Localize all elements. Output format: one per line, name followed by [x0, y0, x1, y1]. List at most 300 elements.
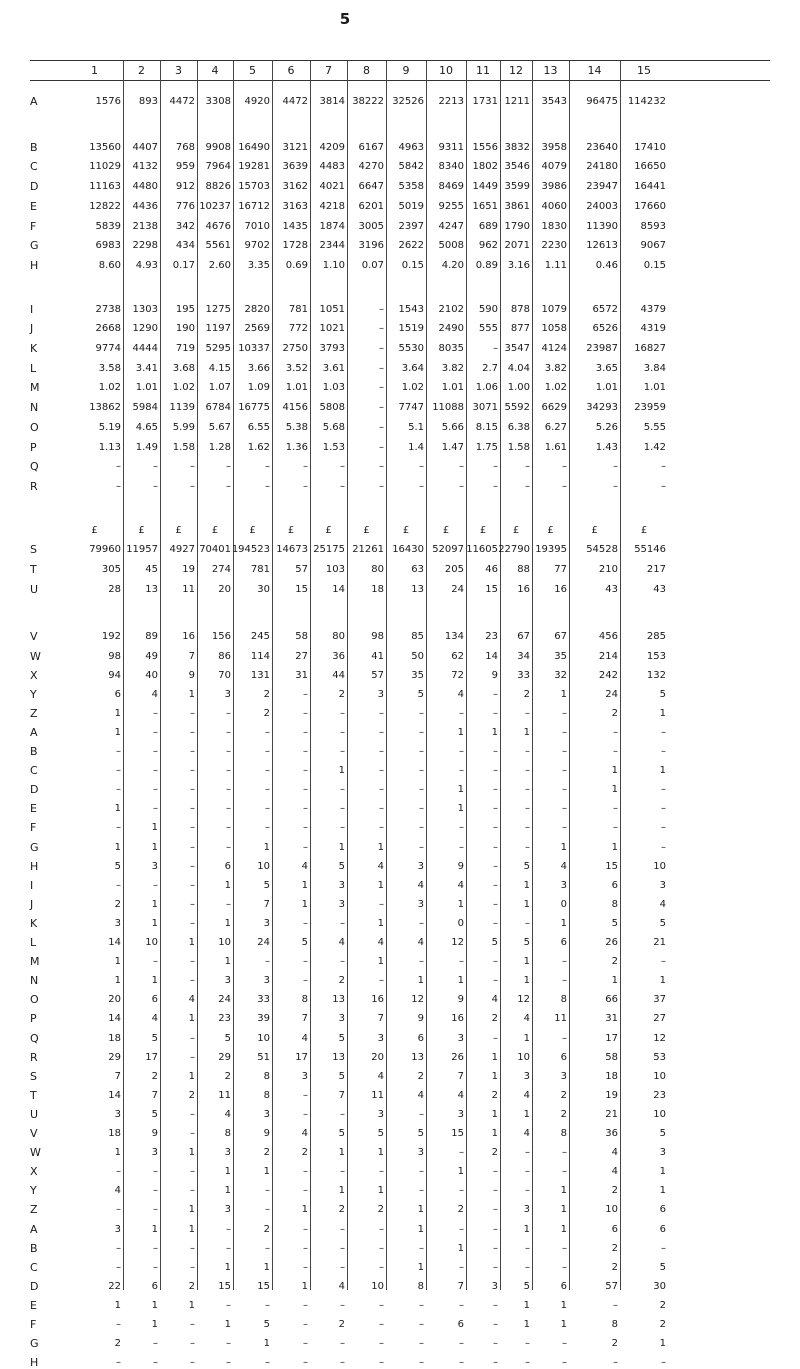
table-cell: – — [226, 480, 231, 492]
table-cell: 4 — [301, 1128, 308, 1139]
table-cell: 1.36 — [285, 441, 308, 453]
table-cell: – — [459, 1299, 464, 1311]
table-cell: 1 — [417, 975, 424, 987]
table-cell: – — [419, 726, 424, 738]
table-cell: 3547 — [504, 343, 530, 354]
table-cell: – — [190, 1108, 195, 1120]
table-cell: 11029 — [89, 161, 121, 173]
table-cell: 3.61 — [322, 362, 345, 374]
table-cell: – — [525, 917, 530, 929]
table-cell: 2071 — [504, 240, 530, 252]
table-cell: – — [661, 461, 666, 473]
table-cell: 6983 — [95, 240, 121, 252]
table-cell: – — [419, 1299, 424, 1311]
table-cell: 4247 — [438, 220, 464, 232]
table-cell: 21261 — [352, 544, 384, 556]
table-cell: 1197 — [205, 323, 231, 335]
table-cell: 1 — [151, 1223, 158, 1235]
table-cell: – — [153, 1242, 158, 1254]
table-cell: 1.43 — [595, 441, 618, 453]
table-cell: 5 — [301, 937, 308, 948]
table-cell: – — [525, 1338, 530, 1350]
table-cell: – — [525, 461, 530, 473]
table-cell: 2 — [611, 956, 618, 968]
table-cell: – — [562, 726, 567, 738]
table-cell: 217 — [646, 564, 666, 575]
table-cell: 3 — [114, 1108, 121, 1120]
table-cell: 7 — [151, 1089, 158, 1101]
table-cell: 2 — [659, 1299, 666, 1311]
table-cell: 13 — [332, 1051, 345, 1063]
table-cell: 1 — [224, 879, 231, 891]
table-cell: 50 — [411, 650, 424, 662]
table-cell: – — [379, 382, 384, 394]
row-label: G — [30, 840, 39, 854]
table-cell: – — [303, 1166, 308, 1178]
table-cell: – — [419, 746, 424, 757]
table-cell: 1 — [560, 1299, 567, 1311]
table-cell: – — [459, 1357, 464, 1369]
table-cell: – — [116, 1242, 121, 1254]
table-cell: 2298 — [132, 240, 158, 252]
table-cell: 1 — [611, 765, 618, 777]
row-label: M — [30, 381, 40, 395]
table-cell: 1435 — [282, 220, 308, 232]
table-cell: – — [303, 975, 308, 987]
table-cell: 2668 — [95, 323, 121, 335]
table-cell: 0.17 — [172, 259, 195, 271]
table-cell: 1 — [659, 707, 666, 719]
table-cell: 6.55 — [247, 421, 270, 433]
table-cell: 19281 — [238, 161, 270, 173]
table-cell: 7 — [114, 1070, 121, 1082]
table-cell: – — [379, 480, 384, 492]
table-cell: 15703 — [238, 181, 270, 193]
table-cell: – — [379, 1299, 384, 1311]
table-cell: – — [303, 1242, 308, 1254]
row-label: D — [30, 1279, 39, 1293]
table-cell: 1.09 — [247, 382, 270, 394]
table-cell: 24003 — [586, 200, 618, 212]
table-cell: 6784 — [205, 402, 231, 414]
table-cell: – — [419, 707, 424, 719]
table-cell: – — [153, 1357, 158, 1369]
column-header: 11 — [476, 64, 490, 77]
table-cell: 1.02 — [98, 382, 121, 394]
table-cell: 7 — [338, 1089, 345, 1101]
table-cell: 55146 — [634, 544, 666, 556]
table-cell: 0.46 — [595, 259, 618, 271]
table-cell: 10237 — [199, 200, 231, 212]
table-cell: 4 — [301, 1032, 308, 1044]
table-cell: – — [303, 1299, 308, 1311]
table-cell: 4436 — [132, 200, 158, 212]
table-cell: – — [303, 461, 308, 473]
column-header: 10 — [439, 64, 453, 77]
table-cell: 96475 — [586, 96, 618, 107]
table-cell: 3793 — [319, 343, 345, 354]
table-cell: 132 — [646, 669, 666, 681]
table-cell: – — [562, 461, 567, 473]
table-cell: – — [459, 707, 464, 719]
table-cell: 7 — [377, 1013, 384, 1025]
column-header: 12 — [509, 64, 523, 77]
table-cell: – — [613, 480, 618, 492]
table-cell: 63 — [411, 564, 424, 575]
table-cell: 5 — [263, 879, 270, 891]
table-cell: – — [190, 1166, 195, 1178]
table-cell: – — [340, 1108, 345, 1120]
table-cell: 6167 — [358, 141, 384, 153]
table-cell: – — [265, 784, 270, 796]
table-cell: – — [340, 461, 345, 473]
table-cell: 72 — [451, 669, 464, 681]
table-cell: 3.82 — [544, 362, 567, 374]
table-cell: 5008 — [438, 240, 464, 252]
table-cell: 1.49 — [135, 441, 158, 453]
table-cell: – — [190, 1319, 195, 1330]
table-cell: 1 — [611, 784, 618, 796]
table-cell: 23640 — [586, 141, 618, 153]
table-cell: 3 — [224, 1147, 231, 1159]
table-cell: – — [493, 1319, 498, 1330]
table-cell: 3861 — [504, 200, 530, 212]
table-cell: 5 — [417, 688, 424, 700]
table-cell: – — [340, 822, 345, 834]
table-cell: 5 — [491, 937, 498, 948]
table-cell: 23959 — [634, 402, 666, 414]
table-cell: 10 — [257, 860, 270, 872]
table-cell: – — [493, 784, 498, 796]
table-cell: 20 — [371, 1051, 384, 1063]
table-cell: – — [379, 1166, 384, 1178]
table-cell: 43 — [653, 583, 666, 595]
table-cell: – — [116, 461, 121, 473]
table-cell: – — [303, 480, 308, 492]
table-cell: – — [340, 784, 345, 796]
table-cell: 3.84 — [643, 362, 666, 374]
table-cell: 16827 — [634, 343, 666, 354]
table-cell: 305 — [101, 564, 121, 575]
table-cell: 4472 — [169, 96, 195, 107]
table-cell: – — [303, 1089, 308, 1101]
row-label: Z — [30, 706, 38, 720]
table-cell: – — [379, 441, 384, 453]
table-cell: 6.27 — [544, 421, 567, 433]
row-label: F — [30, 1318, 37, 1331]
table-cell: – — [493, 765, 498, 777]
table-cell: 53 — [653, 1051, 666, 1063]
table-cell: – — [116, 1357, 121, 1369]
table-cell: 4319 — [640, 323, 666, 335]
table-cell: – — [525, 1242, 530, 1254]
table-cell: – — [379, 975, 384, 987]
table-cell: 24 — [218, 994, 231, 1006]
table-cell: 1 — [560, 1223, 567, 1235]
table-cell: 1 — [417, 1261, 424, 1273]
table-cell: 1 — [457, 1166, 464, 1178]
table-cell: 1.02 — [544, 382, 567, 394]
table-cell: 242 — [598, 669, 618, 681]
table-cell: 10 — [145, 937, 158, 948]
table-cell: 2 — [263, 707, 270, 719]
table-cell: 3.52 — [285, 362, 308, 374]
table-cell: – — [340, 1357, 345, 1369]
table-cell: 8035 — [438, 343, 464, 354]
table-cell: 3 — [659, 1147, 666, 1159]
table-cell: 5.1 — [408, 421, 424, 433]
table-cell: 7010 — [244, 220, 270, 232]
table-cell: 6 — [560, 1280, 567, 1292]
table-cell: 11605 — [466, 544, 498, 556]
table-cell: – — [303, 688, 308, 700]
table-cell: 8 — [301, 994, 308, 1006]
table-cell: 4 — [523, 1013, 530, 1025]
row-label: A — [30, 95, 38, 108]
table-cell: 192 — [101, 631, 121, 643]
table-cell: £ — [442, 524, 450, 536]
table-cell: 4927 — [169, 544, 195, 556]
table-cell: – — [303, 803, 308, 815]
table-cell: – — [303, 784, 308, 796]
table-cell: 1 — [457, 784, 464, 796]
table-cell: – — [493, 917, 498, 929]
table-cell: 2 — [491, 1147, 498, 1159]
table-cell: 1 — [523, 1299, 530, 1311]
table-cell: – — [379, 803, 384, 815]
table-cell: 18 — [108, 1032, 121, 1044]
table-cell: 4 — [523, 1089, 530, 1101]
table-cell: 3 — [263, 917, 270, 929]
table-cell: 959 — [175, 161, 195, 173]
table-cell: 912 — [175, 181, 195, 193]
table-cell: – — [459, 1338, 464, 1350]
table-cell: 194523 — [231, 544, 270, 556]
table-cell: – — [226, 784, 231, 796]
table-cell: – — [493, 1166, 498, 1178]
table-cell: – — [562, 956, 567, 968]
table-cell: 16490 — [238, 141, 270, 153]
table-cell: 1 — [151, 975, 158, 987]
row-label: K — [30, 342, 38, 355]
table-cell: 17 — [145, 1051, 158, 1063]
row-label: B — [30, 745, 38, 758]
table-cell: – — [303, 1185, 308, 1197]
row-label: D — [30, 180, 39, 194]
table-cell: 15 — [295, 583, 308, 595]
table-cell: 6647 — [358, 181, 384, 193]
table-cell: 2 — [611, 1261, 618, 1273]
table-cell: 5.38 — [285, 421, 308, 433]
table-cell: – — [265, 726, 270, 738]
table-cell: 3.64 — [401, 362, 424, 374]
table-cell: 79960 — [89, 544, 121, 556]
table-cell: 16 — [182, 631, 195, 643]
table-cell: 26 — [605, 937, 618, 948]
table-cell: 3958 — [541, 141, 567, 153]
table-cell: 1 — [301, 1280, 308, 1292]
table-cell: – — [379, 1357, 384, 1369]
table-cell: 32 — [554, 669, 567, 681]
table-cell: 3 — [224, 1204, 231, 1216]
table-cell: 3543 — [541, 96, 567, 107]
table-cell: 1.53 — [322, 441, 345, 453]
table-cell: – — [340, 1261, 345, 1273]
table-cell: £ — [547, 524, 554, 536]
table-cell: 4 — [338, 1280, 345, 1292]
row-label: T — [30, 1088, 37, 1102]
table-cell: 13 — [411, 583, 424, 595]
table-cell: 23 — [653, 1089, 666, 1101]
table-cell: – — [379, 1338, 384, 1350]
table-cell: 5358 — [398, 181, 424, 193]
table-cell: – — [190, 956, 195, 968]
table-cell: – — [153, 1261, 158, 1273]
table-cell: – — [493, 841, 498, 853]
table-cell: 3 — [263, 975, 270, 987]
table-cell: 3 — [114, 1223, 121, 1235]
table-cell: 10 — [653, 860, 666, 872]
table-cell: – — [340, 707, 345, 719]
table-cell: – — [525, 746, 530, 757]
table-cell: – — [379, 402, 384, 414]
table-cell: 1211 — [504, 96, 530, 107]
table-cell: 2490 — [438, 323, 464, 335]
table-cell: – — [459, 480, 464, 492]
table-cell: – — [265, 1204, 270, 1216]
table-cell: – — [493, 956, 498, 968]
row-label: V — [30, 1127, 38, 1140]
table-cell: 6 — [611, 879, 618, 891]
row-label: F — [30, 821, 37, 835]
table-cell: – — [190, 1242, 195, 1254]
table-cell: – — [493, 688, 498, 700]
table-cell: – — [226, 746, 231, 757]
table-cell: – — [419, 1242, 424, 1254]
table-cell: – — [459, 822, 464, 834]
table-cell: 4480 — [132, 181, 158, 193]
table-cell: – — [419, 765, 424, 777]
table-cell: 3163 — [282, 200, 308, 212]
column-header: 6 — [287, 64, 295, 77]
table-cell: 1 — [611, 975, 618, 987]
table-cell: – — [340, 480, 345, 492]
table-cell: – — [493, 707, 498, 719]
table-cell: 14 — [108, 1013, 121, 1025]
table-cell: 98 — [371, 631, 384, 643]
table-cell: – — [493, 1223, 498, 1235]
table-cell: – — [613, 1299, 618, 1311]
table-cell: 1.01 — [643, 382, 666, 394]
row-label: H — [30, 1356, 39, 1369]
table-cell: – — [562, 1338, 567, 1350]
table-cell: 768 — [175, 141, 195, 153]
table-cell: 2213 — [438, 96, 464, 107]
table-cell: 9067 — [640, 240, 666, 252]
column-header: 2 — [138, 64, 145, 77]
table-cell: 1 — [417, 1223, 424, 1235]
table-cell: 4 — [560, 860, 567, 872]
table-cell: £ — [249, 524, 256, 536]
table-cell: – — [190, 1128, 195, 1139]
table-cell: 1139 — [169, 402, 195, 414]
table-cell: 3 — [560, 1070, 567, 1082]
table-cell: 33 — [517, 669, 530, 681]
table-cell: 5839 — [95, 220, 121, 232]
table-cell: 1051 — [319, 303, 345, 315]
table-cell: 1 — [659, 1185, 666, 1197]
table-cell: 33 — [257, 994, 270, 1006]
table-cell: £ — [211, 524, 219, 536]
table-cell: – — [525, 1147, 530, 1159]
table-cell: – — [493, 1261, 498, 1273]
table-cell: 5.66 — [441, 421, 464, 433]
table-cell: 2138 — [132, 220, 158, 232]
table-cell: 2 — [611, 1338, 618, 1350]
table-cell: 9702 — [244, 240, 270, 252]
table-cell: 12 — [517, 994, 530, 1006]
table-cell: 190 — [175, 323, 195, 335]
row-label: N — [30, 401, 39, 415]
table-cell: 8340 — [438, 161, 464, 173]
row-label: W — [30, 649, 41, 663]
table-cell: £ — [640, 524, 648, 536]
table-cell: 1 — [224, 1261, 231, 1273]
table-cell: 1556 — [472, 141, 498, 153]
table-cell: 1 — [224, 956, 231, 968]
row-label: B — [30, 1241, 38, 1255]
table-cell: 3.66 — [247, 362, 270, 374]
table-cell: 590 — [478, 303, 498, 315]
table-cell: – — [153, 461, 158, 473]
table-cell: 13 — [332, 994, 345, 1006]
table-cell: 1 — [523, 879, 530, 891]
table-cell: 2 — [491, 1013, 498, 1025]
table-cell: – — [661, 746, 666, 757]
table-cell: 34 — [517, 650, 530, 662]
table-cell: 4 — [491, 994, 498, 1006]
table-cell: 1 — [188, 1070, 195, 1082]
table-cell: 156 — [211, 631, 231, 643]
table-cell: 1 — [457, 898, 464, 910]
table-cell: 9 — [491, 669, 498, 681]
table-cell: 0 — [560, 898, 567, 910]
row-label: G — [30, 1337, 39, 1351]
table-cell: – — [493, 1204, 498, 1216]
table-cell: 2 — [338, 1204, 345, 1216]
table-cell: 5 — [659, 917, 666, 929]
table-cell: 1 — [338, 1147, 345, 1159]
table-cell: 10 — [218, 937, 231, 948]
table-cell: 456 — [598, 631, 618, 643]
table-cell: 7747 — [398, 402, 424, 414]
table-cell: – — [190, 1185, 195, 1197]
table-cell: 1 — [560, 1204, 567, 1216]
row-label: D — [30, 783, 39, 797]
table-cell: – — [525, 1261, 530, 1273]
table-cell: 15 — [257, 1280, 270, 1292]
table-cell: 49 — [145, 650, 158, 662]
table-cell: 8 — [560, 994, 567, 1006]
table-cell: – — [379, 1319, 384, 1330]
table-cell: 4209 — [319, 141, 345, 153]
column-header: 15 — [637, 64, 651, 77]
table-cell: – — [613, 803, 618, 815]
table-cell: – — [379, 421, 384, 433]
table-cell: 1.06 — [475, 382, 498, 394]
table-cell: 3 — [523, 1070, 530, 1082]
table-cell: 14 — [108, 937, 121, 948]
